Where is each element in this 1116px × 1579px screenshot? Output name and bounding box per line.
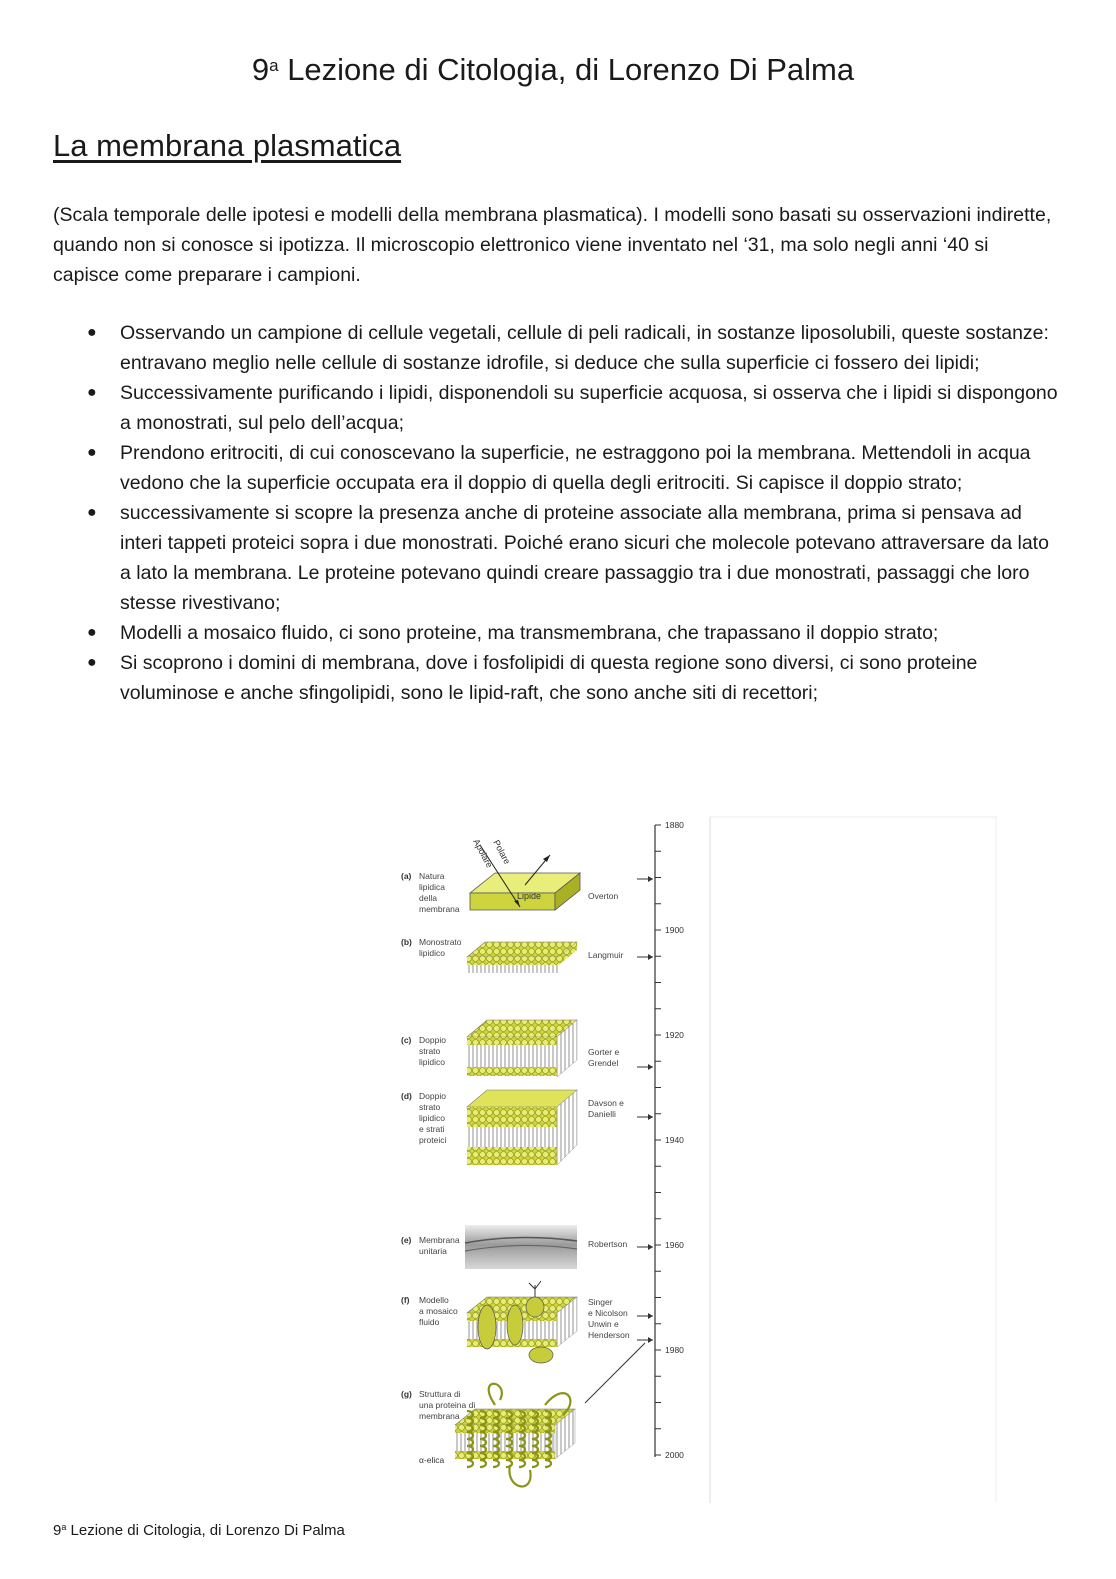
author-name: Langmuir bbox=[588, 950, 624, 960]
panel-description: a mosaico bbox=[419, 1306, 458, 1316]
year-label: 1940 bbox=[665, 1135, 684, 1145]
panel-letter: (e) bbox=[401, 1235, 412, 1245]
author-name: Gorter e bbox=[588, 1047, 620, 1057]
author-name: Davson e bbox=[588, 1098, 624, 1108]
list-item bbox=[53, 438, 1063, 498]
list-item bbox=[53, 498, 1063, 618]
list-item-text: Osservando un campione di cellule vegetali, cellule di peli radicali, in sostanze liposolubili, queste sostanze: entravano meglio nelle cellule di sostanze idrofile, si deduce che sulla superficie ci fossero dei lipidi; bbox=[120, 322, 1049, 374]
author-name: Robertson bbox=[588, 1239, 628, 1249]
bullet-icon: ● bbox=[87, 324, 97, 341]
panel-label bbox=[401, 1389, 475, 1421]
author-name: Grendel bbox=[588, 1058, 619, 1068]
panel-description: proteici bbox=[419, 1135, 447, 1145]
panel-letter: (g) bbox=[401, 1389, 412, 1399]
bullet-icon: ● bbox=[87, 384, 97, 401]
bullet-icon: ● bbox=[87, 504, 97, 521]
list-item bbox=[53, 378, 1063, 438]
author-name: Henderson bbox=[588, 1330, 630, 1340]
arrow-head-icon bbox=[648, 1244, 653, 1250]
list-item bbox=[53, 618, 1063, 648]
page-title bbox=[0, 52, 1106, 88]
panel-label bbox=[401, 1035, 446, 1067]
year-label: 1960 bbox=[665, 1240, 684, 1250]
year-label: 1980 bbox=[665, 1345, 684, 1355]
panel-description: della bbox=[419, 893, 437, 903]
year-label: 1880 bbox=[665, 820, 684, 830]
panel-description: lipidico bbox=[419, 948, 445, 958]
alpha-helix-label: α-elica bbox=[419, 1455, 445, 1465]
panel-description: Doppio bbox=[419, 1035, 446, 1045]
panel-description: Doppio bbox=[419, 1091, 446, 1101]
author-label bbox=[588, 1098, 653, 1120]
year-label: 1920 bbox=[665, 1030, 684, 1040]
panel-description: Natura bbox=[419, 871, 445, 881]
panel-f-fluid-mosaic bbox=[467, 1281, 577, 1363]
list-item-text: Prendono eritrociti, di cui conoscevano la superficie, ne estraggono poi la membrana. Mettendoli in acqua vedono che la superficie occupata era il doppio di quella degli eritrociti. Si capisce il doppio strato; bbox=[120, 442, 1031, 494]
panel-description: fluido bbox=[419, 1317, 440, 1327]
lipid-label: Lipide bbox=[517, 891, 542, 901]
author-name: Danielli bbox=[588, 1109, 616, 1119]
list-item-text: Modelli a mosaico fluido, ci sono proteine, ma transmembrana, che trapassano il doppio strato; bbox=[120, 622, 939, 644]
list-item-text: Si scoprono i domini di membrana, dove i fosfolipidi di questa regione sono diversi, ci sono proteine voluminose e anche sfingolipidi, sono le lipid-raft, che sono anche siti di recettori; bbox=[120, 652, 978, 704]
panel-c-bilayer bbox=[467, 1020, 577, 1077]
author-label bbox=[588, 950, 653, 960]
list-item-text: successivamente si scopre la presenza anche di proteine associate alla membrana, prima si pensava ad interi tappeti proteici sopra i due monostrati. Poiché erano sicuri che molecole potevano attraversare da lato a lato la membrana. Le proteine potevano quindi creare passaggio tra i due monostrati, passaggi che loro stesse rivestivano; bbox=[120, 502, 1049, 614]
panel-letter: (a) bbox=[401, 871, 412, 881]
panel-letter: (b) bbox=[401, 937, 412, 947]
panel-a-lipid-block bbox=[470, 837, 580, 910]
panel-description: unitaria bbox=[419, 1246, 447, 1256]
timeline-svg bbox=[395, 815, 1000, 1505]
panel-g-pointer bbox=[585, 1343, 645, 1403]
title-text: Lezione di Citologia, di Lorenzo Di Palma bbox=[278, 52, 855, 87]
apolar-label: Apolare bbox=[471, 837, 495, 870]
author-name: e Nicolson bbox=[588, 1308, 628, 1318]
polar-label: Polare bbox=[491, 838, 513, 866]
bullet-list bbox=[53, 318, 1063, 708]
section-heading: La membrana plasmatica bbox=[53, 128, 402, 163]
panel-description: Monostrato bbox=[419, 937, 462, 947]
panel-label bbox=[401, 1091, 447, 1145]
panel-description: Modello bbox=[419, 1295, 449, 1305]
timeline-ticks bbox=[655, 825, 661, 1455]
author-name: Unwin e bbox=[588, 1319, 619, 1329]
author-label bbox=[588, 876, 653, 901]
arrow-head-icon bbox=[648, 1337, 653, 1343]
arrow-head-icon bbox=[648, 1313, 653, 1319]
list-item-text: Successivamente purificando i lipidi, disponendoli su superficie acquosa, si osserva che i lipidi si dispongono a monostrati, sul pelo dell’acqua; bbox=[120, 382, 1058, 434]
footer-number: 9 bbox=[53, 1522, 62, 1539]
panel-b-monolayer bbox=[467, 942, 577, 973]
author-label bbox=[588, 1047, 653, 1070]
panel-description: e strati bbox=[419, 1124, 445, 1134]
panel-description: strato bbox=[419, 1102, 441, 1112]
list-item bbox=[53, 648, 1063, 708]
panel-description: Struttura di bbox=[419, 1389, 461, 1399]
author-label bbox=[588, 1239, 653, 1250]
bullet-icon: ● bbox=[87, 624, 97, 641]
panel-label bbox=[401, 937, 462, 958]
year-label: 2000 bbox=[665, 1450, 684, 1460]
panel-description: membrana bbox=[419, 904, 460, 914]
author-name: Overton bbox=[588, 891, 619, 901]
timeline-years bbox=[665, 820, 684, 1460]
panel-description: lipidico bbox=[419, 1057, 445, 1067]
panel-label bbox=[401, 1295, 458, 1327]
footer-text: Lezione di Citologia, di Lorenzo Di Palma bbox=[66, 1522, 345, 1539]
author-label bbox=[588, 1297, 653, 1343]
panel-description: Membrana bbox=[419, 1235, 460, 1245]
bullet-icon: ● bbox=[87, 654, 97, 671]
title-superscript: a bbox=[269, 56, 279, 75]
panel-labels bbox=[401, 871, 475, 1421]
panel-letter: (c) bbox=[401, 1035, 412, 1045]
year-label: 1900 bbox=[665, 925, 684, 935]
panel-description: strato bbox=[419, 1046, 441, 1056]
list-item bbox=[53, 318, 1063, 378]
panel-description: una proteina di bbox=[419, 1400, 476, 1410]
panel-label bbox=[401, 871, 460, 914]
page-footer bbox=[53, 1522, 345, 1539]
panel-letter: (d) bbox=[401, 1091, 412, 1101]
intro-paragraph: (Scala temporale delle ipotesi e modelli della membrana plasmatica). I modelli sono basati su osservazioni indirette, quando non si conosce si ipotizza. Il microscopio elettronico viene inventato nel ‘31, ma solo negli anni ‘40 si capisce come preparare i campioni. bbox=[53, 204, 1052, 286]
panel-description: lipidica bbox=[419, 882, 445, 892]
panel-e-micrograph bbox=[465, 1225, 577, 1269]
bullet-icon: ● bbox=[87, 444, 97, 461]
title-number: 9 bbox=[251, 52, 270, 87]
footer-superscript: a bbox=[61, 1522, 67, 1532]
arrow-head-icon bbox=[648, 1064, 653, 1070]
panel-description: lipidico bbox=[419, 1113, 445, 1123]
panel-d-bilayer-proteins bbox=[467, 1090, 577, 1165]
author-labels bbox=[588, 876, 653, 1343]
panel-description: membrana bbox=[419, 1411, 460, 1421]
panel-letter: (f) bbox=[401, 1295, 410, 1305]
panel-label bbox=[401, 1235, 460, 1256]
arrow-head-icon bbox=[648, 1114, 653, 1120]
arrow-head-icon bbox=[648, 954, 653, 960]
membrane-timeline-figure bbox=[395, 815, 1000, 1505]
author-name: Singer bbox=[588, 1297, 613, 1307]
arrow-head-icon bbox=[648, 876, 653, 882]
